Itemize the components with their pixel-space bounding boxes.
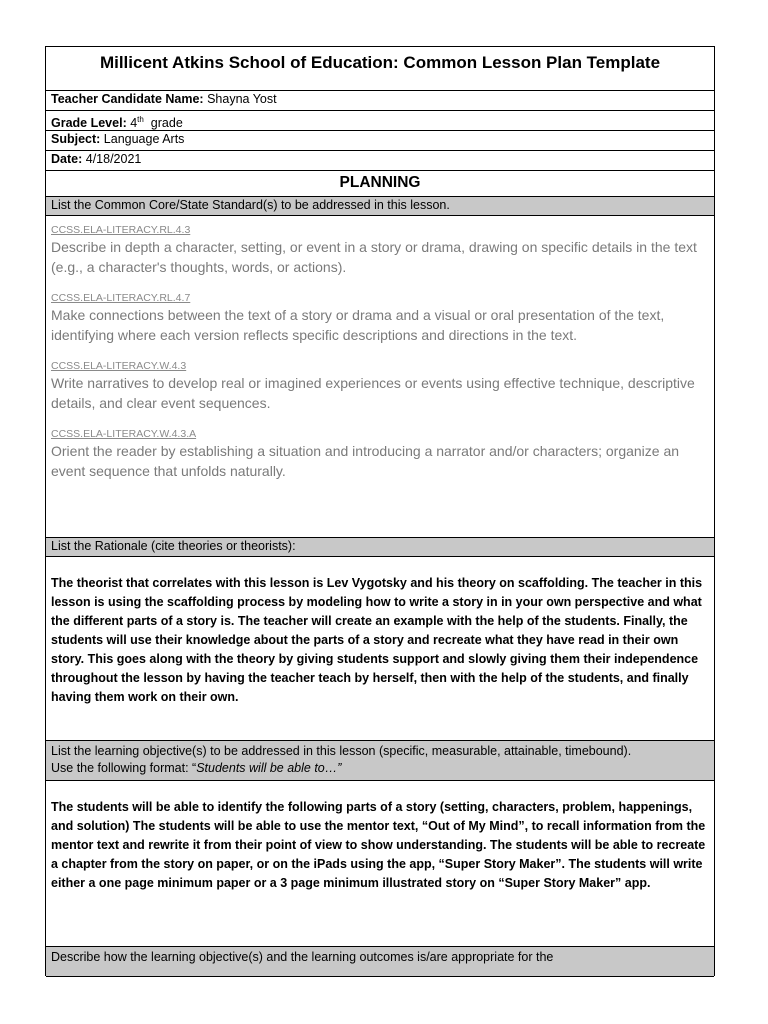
date-row <box>46 151 714 171</box>
objectives-format-example: Students will be able to…” <box>196 761 342 775</box>
subject-value: Language Arts <box>103 132 185 146</box>
standard-item <box>51 360 709 413</box>
standard-description: Make connections between the text of a story or drama and a visual or oral presentation of the text, identifying where each version reflects specific descriptions and directions in the text. <box>51 307 665 343</box>
describe-header: Describe how the learning objective(s) and the learning outcomes is/are appropriate for the <box>46 947 714 977</box>
standard-item <box>51 224 709 277</box>
standard-description: Describe in depth a character, setting, or event in a story or drama, drawing on specific details in the text (e.g., a character's thoughts, words, or actions). <box>51 239 697 275</box>
standards-header: List the Common Core/State Standard(s) to be addressed in this lesson. <box>46 197 714 216</box>
grade-level-number: 4 <box>130 116 138 131</box>
rationale-text: The theorist that correlates with this lesson is Lev Vygotsky and his theory on scaffolding. The teacher in this lesson is using the scaffolding process by modeling how to write a story in in your own perspective and what the different parts of a story is. The teacher will create an example with the help of the students. Finally, the students will use their knowledge about the parts of a story and recreate what they have read in their own story. This goes along with the theory by giving students support and slowly giving them their independence throughout the lesson by having the teacher teach by herself, then with the help of the students, and finally having them work on their own. <box>51 576 703 704</box>
objectives-section <box>46 781 714 947</box>
teacher-name-label: Teacher Candidate Name: <box>51 92 204 106</box>
rationale-section <box>46 557 714 741</box>
document-title: Millicent Atkins School of Education: Common Lesson Plan Template <box>46 47 714 91</box>
standard-item <box>51 428 709 481</box>
grade-level-row <box>46 111 714 131</box>
standard-code-link[interactable]: CCSS.ELA-LITERACY.W.4.3.A <box>51 428 197 440</box>
planning-heading: PLANNING <box>46 171 714 197</box>
date-value: 4/18/2021 <box>85 152 142 166</box>
objectives-header-line2 <box>51 760 714 777</box>
grade-level-word: grade <box>150 116 183 131</box>
objectives-format-prefix: Use the following format: “ <box>51 761 197 775</box>
teacher-name-row <box>46 91 714 111</box>
rationale-header: List the Rationale (cite theories or theorists): <box>46 538 714 557</box>
grade-level-suffix-sup: th <box>137 115 144 124</box>
standard-code-link[interactable]: CCSS.ELA-LITERACY.RL.4.3 <box>51 224 191 236</box>
objectives-header-line1: List the learning objective(s) to be addressed in this lesson (specific, measurable, attainable, timebound). <box>51 744 632 758</box>
standards-section <box>46 216 714 538</box>
subject-label: Subject: <box>51 132 101 146</box>
standard-code-link[interactable]: CCSS.ELA-LITERACY.W.4.3 <box>51 360 187 372</box>
standard-description: Write narratives to develop real or imagined experiences or events using effective technique, descriptive details, and clear event sequences. <box>51 375 695 411</box>
standard-item <box>51 292 709 345</box>
standard-code-link[interactable]: CCSS.ELA-LITERACY.RL.4.7 <box>51 292 191 304</box>
objectives-text: The students will be able to identify the following parts of a story (setting, characters, problem, happenings, and solution) The students will be able to use the mentor text, “Out of My Mind”, to recall information from the mentor text and rewrite it from their point of view to show understanding. The students will be able to recreate a chapter from the story on paper, or on the iPads using the app, “Super Story Maker”. The students will write either a one page minimum paper or a 3 page minimum illustrated story on “Super Story Maker” app. <box>51 800 706 890</box>
standard-description: Orient the reader by establishing a situation and introducing a narrator and/or characters; organize an event sequence that unfolds naturally. <box>51 443 680 479</box>
date-label: Date: <box>51 152 83 166</box>
lesson-plan-document <box>45 46 715 976</box>
subject-row <box>46 131 714 151</box>
grade-level-label: Grade Level: <box>51 116 127 131</box>
teacher-name-value: Shayna Yost <box>207 92 277 106</box>
objectives-header <box>46 741 714 781</box>
